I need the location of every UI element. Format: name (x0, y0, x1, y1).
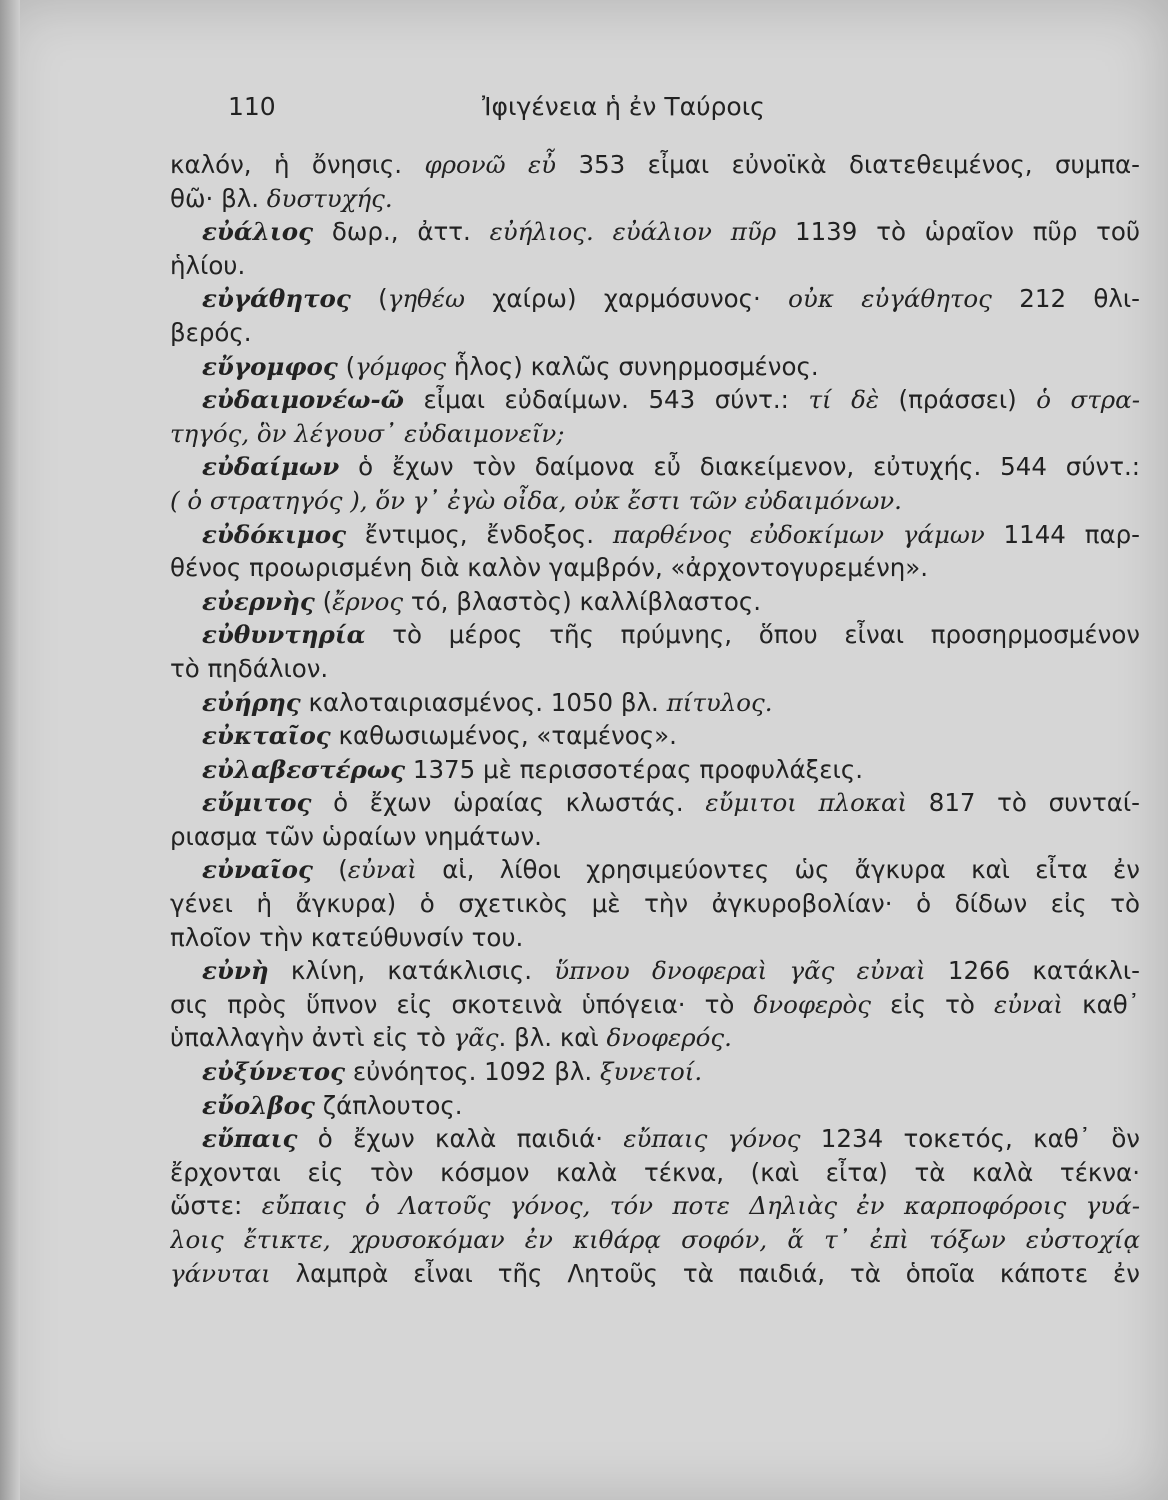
headword: εὐκταῖος (202, 721, 331, 751)
quoted-text: εὔμιτοι πλοκαὶ (705, 788, 908, 818)
quoted-text: ξυνετοί. (600, 1057, 703, 1087)
gloss-text: εὐνόητος. 1092 βλ. (345, 1057, 600, 1087)
gloss-text: κλίνη, κατάκλισις. (268, 956, 555, 986)
text-line (170, 887, 1140, 921)
gloss-text: ( (312, 855, 348, 885)
glossary-text (170, 148, 1140, 1290)
gloss-text: 1234 τοκετός, καθ᾽ ὃν (800, 1124, 1140, 1154)
headword: εὐθυντηρία (202, 620, 366, 650)
text-line (170, 719, 1140, 753)
quoted-text: εὐήλιος. εὐάλιον πῦρ (489, 217, 777, 247)
headword: εὐνὴ (202, 956, 269, 986)
text-line (170, 383, 1140, 417)
text-line (170, 753, 1140, 787)
running-title: Ἰφιγένεια ἡ ἐν Ταύροις (482, 92, 765, 121)
quoted-text: τηγός, ὃν λέγουσ᾽ εὐδαιμονεῖν; (170, 418, 565, 448)
text-line (170, 1223, 1140, 1257)
quoted-text: εὐναὶ (347, 855, 417, 885)
headword: εὐερνὴς (202, 586, 315, 616)
quoted-text: ἔρνος (332, 586, 404, 616)
gloss-text: ὁ ἔχων τὸν δαίμονα εὖ διακείμενον, εὐτυχής. 544 σύντ.: (339, 452, 1140, 482)
text-line (170, 350, 1140, 384)
quoted-text: ὁ στρα- (1036, 385, 1140, 415)
gloss-text: εἰς τὸ (871, 989, 994, 1019)
gloss-text: αἱ, λίθοι χρησιμεύοντες ὡς ἄγκυρα καὶ εἶτα ἐν (416, 855, 1140, 885)
quoted-text: γηθέω (387, 284, 465, 314)
gloss-text: 1139 τὸ ὡραῖον πῦρ τοῦ (776, 217, 1140, 247)
headword: εὐδαίμων (202, 452, 340, 482)
gloss-text: χαίρω) χαρμόσυνος· (464, 284, 789, 314)
text-line (170, 618, 1140, 652)
gloss-text: 1266 κατάκλι- (925, 956, 1140, 986)
text-line (170, 1021, 1140, 1055)
text-line (170, 853, 1140, 887)
gloss-text: ( (337, 351, 356, 381)
text-line (170, 1189, 1140, 1223)
text-line (170, 1089, 1140, 1123)
gloss-text: καλόν, ἡ ὄνησις. (170, 150, 425, 179)
text-line (170, 1156, 1140, 1190)
gloss-text: θένος προωρισμένη διὰ καλὸν γαμβρόν, «ἀρχοντογυρεμένη». (170, 553, 929, 583)
text-line (170, 1055, 1140, 1089)
quoted-text: εὐναὶ (993, 989, 1064, 1019)
gloss-text: δωρ., ἀττ. (313, 217, 490, 247)
quoted-text: δνοφερός. (606, 1023, 732, 1053)
text-line (170, 148, 1140, 182)
binding-edge (0, 0, 20, 1500)
text-line (170, 820, 1140, 854)
headword: εὔγομφος (202, 351, 338, 381)
headword: εὐξύνετος (202, 1057, 346, 1087)
quoted-text: παρθένος εὐδοκίμων γάμων (612, 519, 985, 549)
text-line (170, 954, 1140, 988)
text-line (170, 652, 1140, 686)
text-line (170, 1122, 1140, 1156)
gloss-text: ἧλος) καλῶς συνηρμοσμένος. (446, 351, 819, 381)
quoted-text: γόμφος (355, 351, 447, 381)
headword: εὐδόκιμος (202, 519, 346, 549)
gloss-text: πλοῖον τὴν κατεύθυνσίν του. (170, 922, 524, 952)
gloss-text: 817 τὸ συνταί- (907, 788, 1140, 818)
gloss-text: ριασμα τῶν ὡραίων νημάτων. (170, 821, 542, 851)
headword: εὐδαιμονέω-ῶ (202, 385, 404, 415)
gloss-text: ὁ ἔχων καλὰ παιδιά· (297, 1124, 624, 1154)
quoted-text: γάνυται (170, 1258, 271, 1288)
quoted-text: οὐκ εὐγάθητος (788, 284, 992, 314)
gloss-text: ὁ ἔχων ὡραίας κλωστάς. (311, 788, 706, 818)
text-line (170, 1257, 1140, 1291)
gloss-text: (πράσσει) (879, 385, 1037, 415)
quoted-text: γᾶς (453, 1023, 499, 1053)
headword: εὐναῖος (202, 855, 313, 885)
headword: εὐήρης (202, 687, 301, 717)
gloss-text: ( (350, 284, 388, 314)
gloss-text: εἶμαι εὐδαίμων. 543 σύντ.: (403, 385, 809, 415)
text-line (170, 551, 1140, 585)
gloss-text: ἡλίου. (170, 250, 246, 280)
gloss-text: καθωσιωμένος, «ταμένος». (330, 721, 677, 751)
quoted-text: δνοφερὸς (753, 989, 872, 1019)
quoted-text: ( ὁ στρατηγός ), ὅν γ᾽ ἐγὼ οἶδα, οὐκ ἔστι τῶν εὐδαιμόνων. (170, 485, 902, 515)
text-line (170, 215, 1140, 249)
quoted-text: πίτυλος. (666, 687, 773, 717)
gloss-text: λαμπρὰ εἶναι τῆς Λητοῦς τὰ παιδιά, τὰ ὁποῖα κάποτε ἐν (270, 1258, 1140, 1288)
text-line (170, 316, 1140, 350)
gloss-text: γένει ἡ ἄγκυρα) ὁ σχετικὸς μὲ τὴν ἀγκυροβολίαν· ὁ δίδων εἰς τὸ (170, 889, 1140, 919)
quoted-text: τί δὲ (808, 385, 880, 415)
page-header (0, 92, 1168, 132)
text-line (170, 450, 1140, 484)
quoted-text: φρονῶ εὖ (424, 150, 557, 179)
headword: εὔμιτος (202, 788, 312, 818)
text-line (170, 417, 1140, 451)
quoted-text: εὔπαις ὁ Λατοῦς γόνος, τόν ποτε Δηλιὰς ἐν καρποφόροις γυά- (261, 1191, 1140, 1221)
gloss-text: ( (314, 586, 333, 616)
quoted-text: ὕπνου δνοφεραὶ γᾶς εὐναὶ (554, 956, 926, 986)
headword: εὔπαις (202, 1124, 298, 1154)
gloss-text: ὥστε: (170, 1191, 262, 1221)
gloss-text: βερός. (170, 317, 252, 347)
quoted-text: λοις ἔτικτε, χρυσοκόμαν ἐν κιθάρᾳ σοφόν, ἅ τ᾽ ἐπὶ τόξων εὐστοχίᾳ (170, 1225, 1140, 1254)
gloss-text: ὑπαλλαγὴν ἀντὶ εἰς τὸ (170, 1023, 454, 1053)
text-line (170, 988, 1140, 1022)
quoted-text: εὔπαις γόνος (623, 1124, 801, 1154)
text-line (170, 518, 1140, 552)
headword: εὐάλιος (202, 217, 314, 247)
gloss-text: 212 θλι- (991, 284, 1140, 314)
gloss-text: ἔντιμος, ἔνδοξος. (346, 519, 613, 549)
text-line (170, 282, 1140, 316)
gloss-text: τό, βλαστὸς) καλλίβλαστος. (403, 586, 762, 616)
text-line (170, 249, 1140, 283)
gloss-text: ἔρχονται εἰς τὸν κόσμον καλὰ τέκνα, (καὶ εἶτα) τὰ καλὰ τέκνα· (170, 1157, 1140, 1187)
gloss-text: καλοταιριασμένος. 1050 βλ. (300, 687, 667, 717)
page-number: 110 (228, 92, 276, 121)
gloss-text: καθ᾽ (1063, 989, 1140, 1019)
headword: εὐγάθητος (202, 284, 351, 314)
text-line (170, 921, 1140, 955)
gloss-text: σις πρὸς ὕπνον εἰς σκοτεινὰ ὑπόγεια· τὸ (170, 989, 754, 1019)
text-line (170, 585, 1140, 619)
headword: εὔολβος (202, 1090, 315, 1120)
gloss-text: θῶ· βλ. (170, 183, 267, 213)
gloss-text: τὸ πηδάλιον. (170, 653, 329, 683)
gloss-text: τὸ μέρος τῆς πρύμνης, ὅπου εἶναι προσηρμοσμένον (365, 620, 1140, 650)
gloss-text: 353 εἶμαι εὐνοϊκὰ διατεθειμένος, συμπα- (556, 150, 1140, 179)
text-line (170, 484, 1140, 518)
text-line (170, 786, 1140, 820)
text-line (170, 686, 1140, 720)
text-line (170, 182, 1140, 216)
headword: εὐλαβεστέρως (202, 754, 406, 784)
gloss-text: . βλ. καὶ (498, 1023, 607, 1053)
gloss-text: 1144 παρ- (984, 519, 1140, 549)
quoted-text: δυστυχής. (266, 183, 393, 213)
gloss-text: ζάπλουτος. (314, 1090, 463, 1120)
gloss-text: 1375 μὲ περισσοτέρας προφυλάξεις. (405, 754, 864, 784)
